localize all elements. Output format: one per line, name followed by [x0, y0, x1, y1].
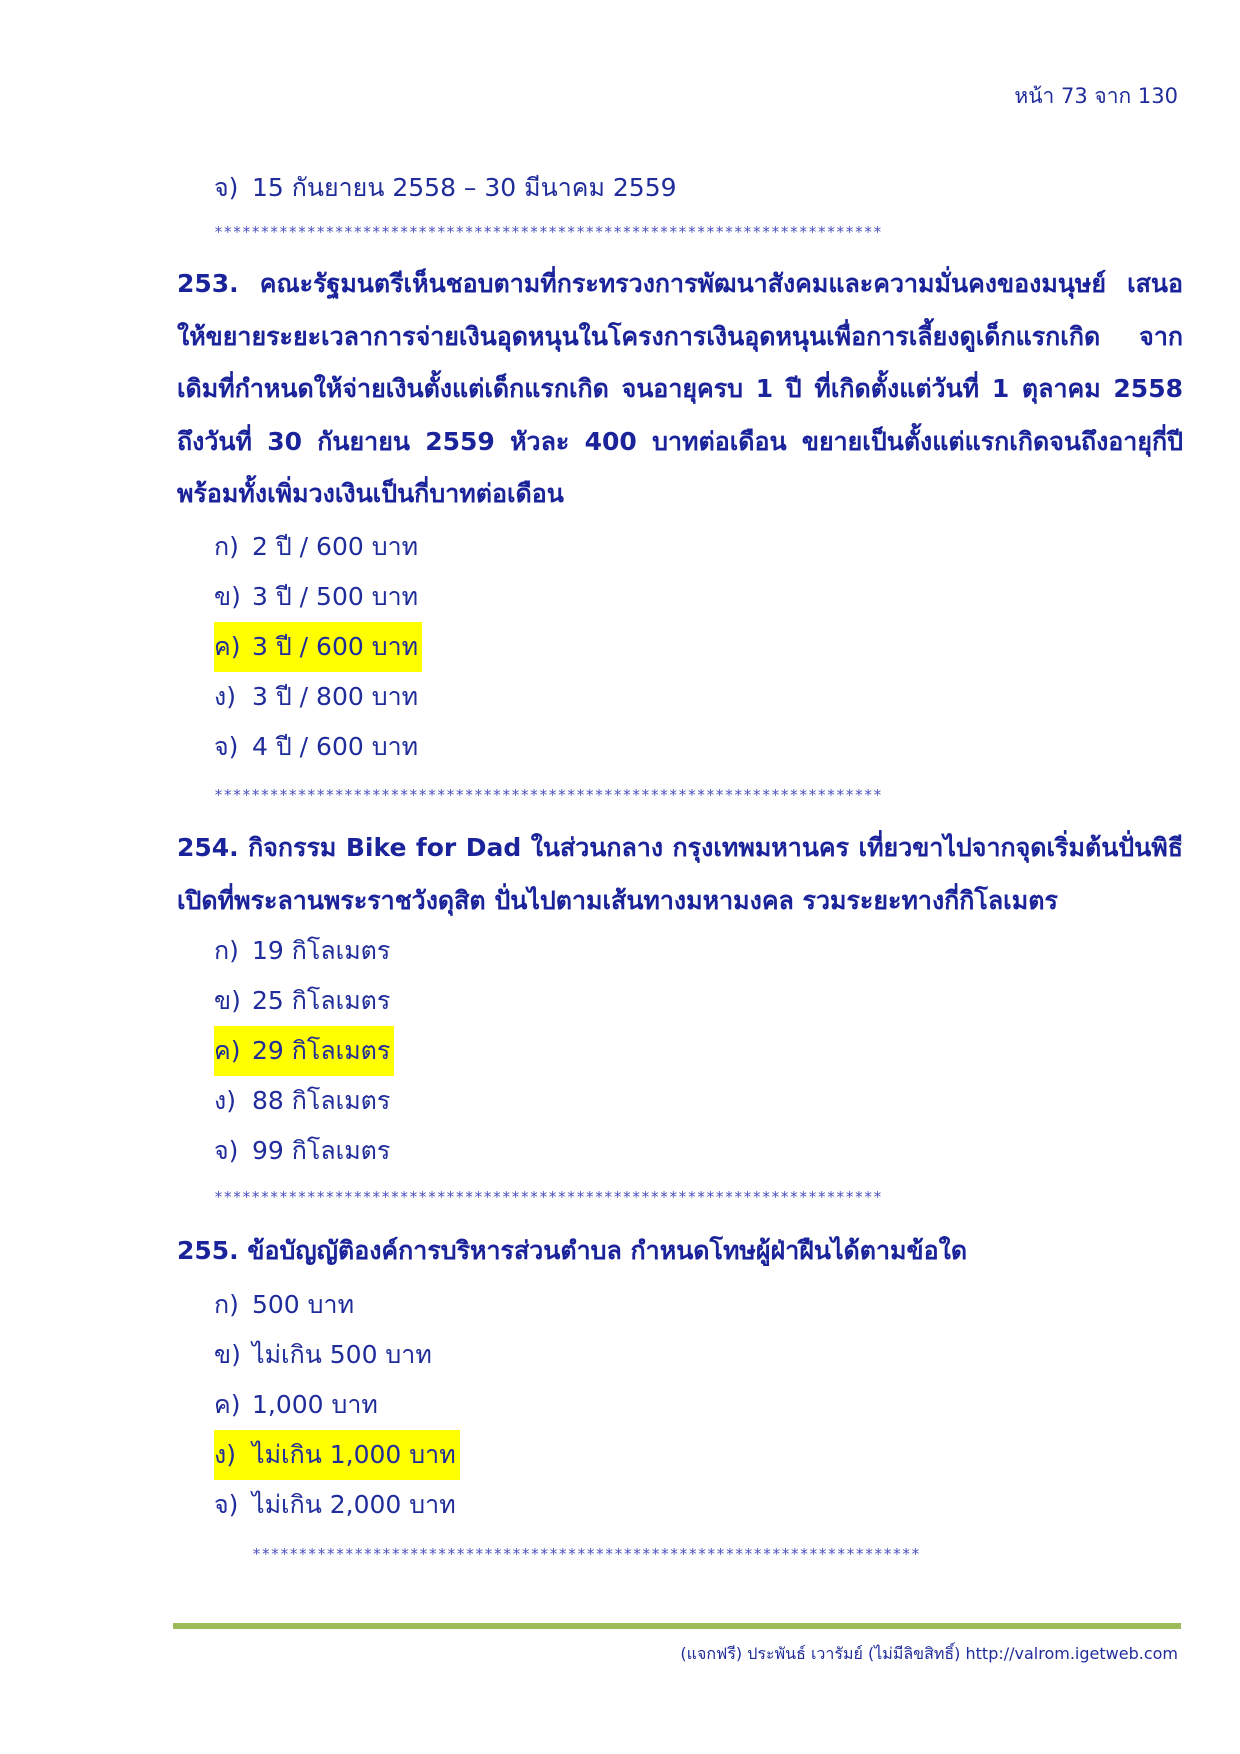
option-letter: ค) [214, 632, 241, 661]
option-c[interactable] [214, 1380, 460, 1430]
option-text: 29 กิโลเมตร [252, 1036, 391, 1065]
option-text: 4 ปี / 600 บาท [252, 732, 419, 761]
option-a[interactable] [214, 926, 394, 976]
question-255-options [214, 1280, 460, 1530]
answer-highlight [214, 1026, 394, 1076]
option-letter: จ) [214, 1136, 239, 1165]
option-letter: จ) [214, 1490, 239, 1519]
option-text: ไม่เกิน 2,000 บาท [252, 1490, 456, 1519]
option-text: 500 บาท [252, 1290, 355, 1319]
option-text: 2 ปี / 600 บาท [252, 532, 419, 561]
option-text: ไม่เกิน 1,000 บาท [252, 1440, 456, 1469]
option-letter: ค) [214, 1036, 241, 1065]
option-text: ไม่เกิน 500 บาท [252, 1340, 432, 1369]
option-text: 3 ปี / 500 บาท [252, 582, 419, 611]
option-c-answer[interactable] [214, 622, 422, 672]
page-number: หน้า 73 จาก 130 [1014, 84, 1178, 108]
option-letter: ก) [214, 1290, 239, 1319]
option-d[interactable] [214, 672, 422, 722]
option-a[interactable] [214, 1280, 460, 1330]
option-a[interactable] [214, 522, 422, 572]
question-255-text: 255. ข้อบัญญัติองค์การบริหารส่วนตำบล กำหนดโทษผู้ฝ่าฝืนได้ตามข้อใด [177, 1236, 968, 1265]
option-c-answer[interactable] [214, 1026, 394, 1076]
option-b[interactable] [214, 976, 394, 1026]
option-letter: ง) [214, 1086, 236, 1115]
footer-credit: (แจกฟรี) ประพันธ์ เวารัมย์ (ไม่มีลิขสิทธิ์) http://valrom.igetweb.com [680, 1644, 1178, 1663]
separator: ************************************************************************ [214, 786, 883, 804]
option-text: 19 กิโลเมตร [252, 936, 391, 965]
option-d[interactable] [214, 1076, 394, 1126]
option-letter: ข) [214, 582, 241, 611]
option-e[interactable] [214, 1126, 394, 1176]
separator: ************************************************************************ [214, 223, 883, 241]
previous-option [214, 166, 677, 210]
option-text: 1,000 บาท [252, 1390, 378, 1419]
option-b[interactable] [214, 1330, 460, 1380]
answer-highlight [214, 1430, 460, 1480]
separator: ************************************************************************ [214, 1188, 883, 1206]
option-text: 15 กันยายน 2558 – 30 มีนาคม 2559 [252, 173, 677, 202]
option-letter: จ) [214, 173, 239, 202]
option-letter: ข) [214, 986, 241, 1015]
footer-rule [173, 1623, 1181, 1629]
option-text: 88 กิโลเมตร [252, 1086, 391, 1115]
option-letter: จ) [214, 732, 239, 761]
option-text: 3 ปี / 800 บาท [252, 682, 419, 711]
option-d-answer[interactable] [214, 1430, 460, 1480]
separator: ************************************************************************ [252, 1545, 921, 1563]
question-254-options [214, 926, 394, 1176]
answer-highlight [214, 622, 422, 672]
option-text: 3 ปี / 600 บาท [252, 632, 419, 661]
question-253-options [214, 522, 422, 772]
question-254-text: 254. กิจกรรม Bike for Dad ในส่วนกลาง กรุงเทพมหานคร เที่ยวขาไปจากจุดเริ่มต้นปั่นพิธีเปิดที่พระลานพระราชวังดุสิต ปั่นไปตามเส้นทางมหามงคล รวมระยะทางกี่กิโลเมตร [177, 833, 1183, 915]
option-e[interactable] [214, 1480, 460, 1530]
option-letter: ง) [214, 1440, 236, 1469]
option-text: 25 กิโลเมตร [252, 986, 391, 1015]
option-e[interactable] [214, 722, 422, 772]
option-letter: ง) [214, 682, 236, 711]
option-letter: ก) [214, 936, 239, 965]
option-letter: ก) [214, 532, 239, 561]
option-text: 99 กิโลเมตร [252, 1136, 391, 1165]
option-letter: ค) [214, 1390, 241, 1419]
option-b[interactable] [214, 572, 422, 622]
question-253-text: 253. คณะรัฐมนตรีเห็นชอบตามที่กระทรวงการพัฒนาสังคมและความมั่นคงของมนุษย์ เสนอ ให้ขยายระยะเวลาการจ่ายเงินอุดหนุนในโครงการเงินอุดหนุนเพื่อการเลี้ยงดูเด็กแรกเกิด จากเดิมที่กำหนดให้จ่ายเงินตั้งแต่เด็กแรกเกิด จนอายุครบ 1 ปี ที่เกิดตั้งแต่วันที่ 1 ตุลาคม 2558 ถึงวันที่ 30 กันยายน 2559 หัวละ 400 บาทต่อเดือน ขยายเป็นตั้งแต่แรกเกิดจนถึงอายุกี่ปี พร้อมทั้งเพิ่มวงเงินเป็นกี่บาทต่อเดือน [177, 269, 1183, 508]
option-letter: ข) [214, 1340, 241, 1369]
